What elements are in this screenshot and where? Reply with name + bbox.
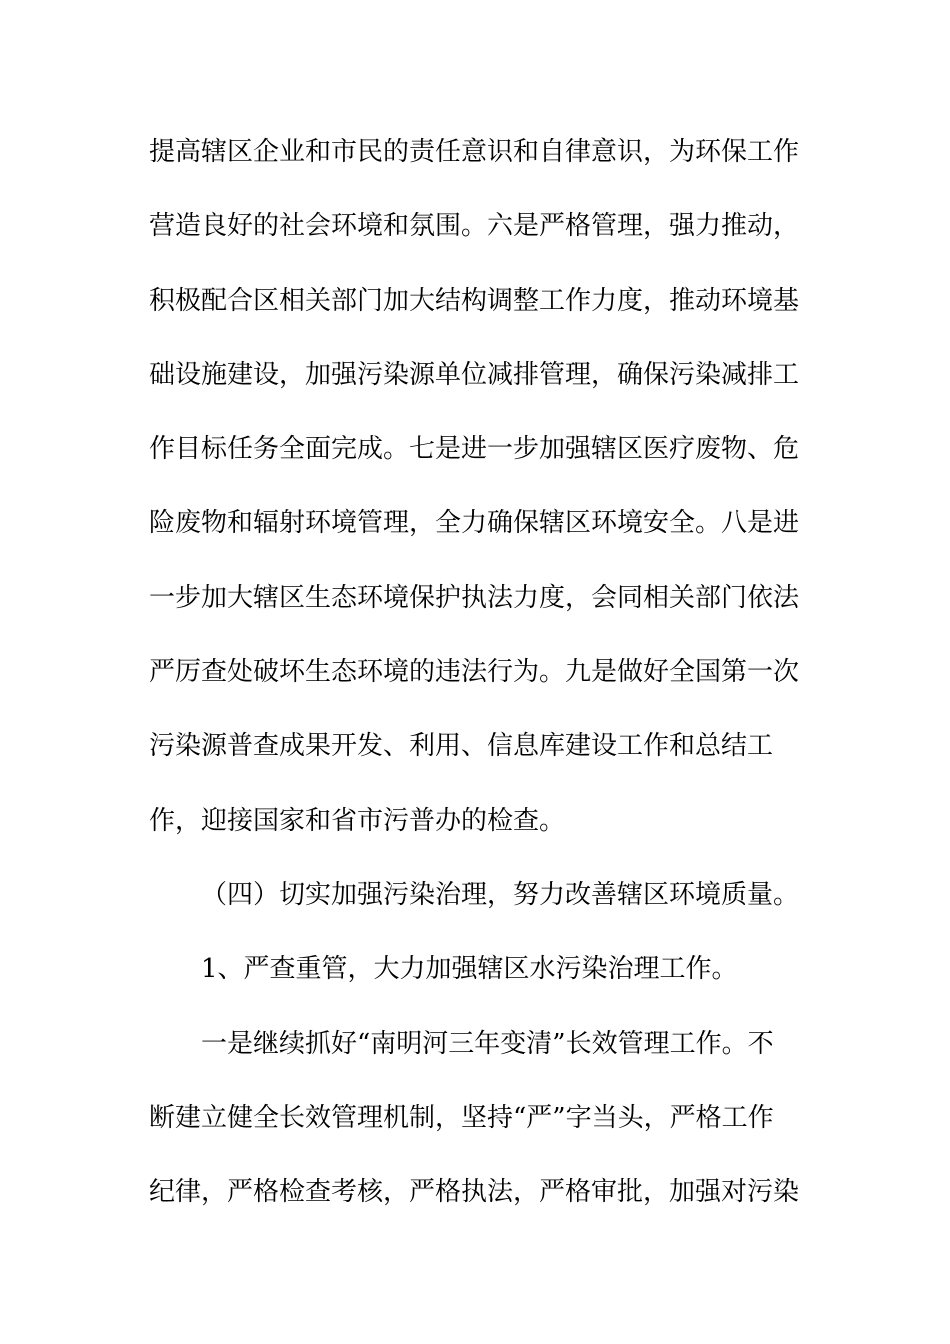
text-line: 险废物和辐射环境管理，全力确保辖区环境安全。八是进 xyxy=(149,508,800,539)
subsection-heading: 1、严查重管，大力加强辖区水污染治理工作。 xyxy=(201,954,738,985)
text-line: 一步加大辖区生态环境保护执法力度，会同相关部门依法 xyxy=(149,582,800,613)
text-line: 严厉查处破坏生态环境的违法行为。九是做好全国第一次 xyxy=(149,657,800,688)
text-line: 污染源普查成果开发、利用、信息库建设工作和总结工 xyxy=(149,731,774,762)
text-line: 提高辖区企业和市民的责任意识和自律意识，为环保工作 xyxy=(149,137,800,167)
text-line: 纪律，严格检查考核，严格执法，严格审批，加强对污染 xyxy=(149,1177,800,1208)
body-text xyxy=(149,125,799,1239)
section-heading: （四）切实加强污染治理，努力改善辖区环境质量。 xyxy=(201,879,800,910)
text-line: 积极配合区相关部门加大结构调整工作力度，推动环境基 xyxy=(149,285,800,316)
text-line: 作，迎接国家和省市污普办的检查。 xyxy=(149,805,566,836)
text-line: 断建立健全长效管理机制，坚持“严”字当头，严格工作 xyxy=(149,1102,774,1133)
text-line: 作目标任务全面完成。七是进一步加强辖区医疗废物、危 xyxy=(149,434,800,465)
text-line: 一是继续抓好“南明河三年变清”长效管理工作。不 xyxy=(201,1028,774,1059)
text-line: 础设施建设，加强污染源单位减排管理，确保污染减排工 xyxy=(149,359,800,390)
text-line: 营造良好的社会环境和氛围。六是严格管理，强力推动， xyxy=(149,211,800,242)
